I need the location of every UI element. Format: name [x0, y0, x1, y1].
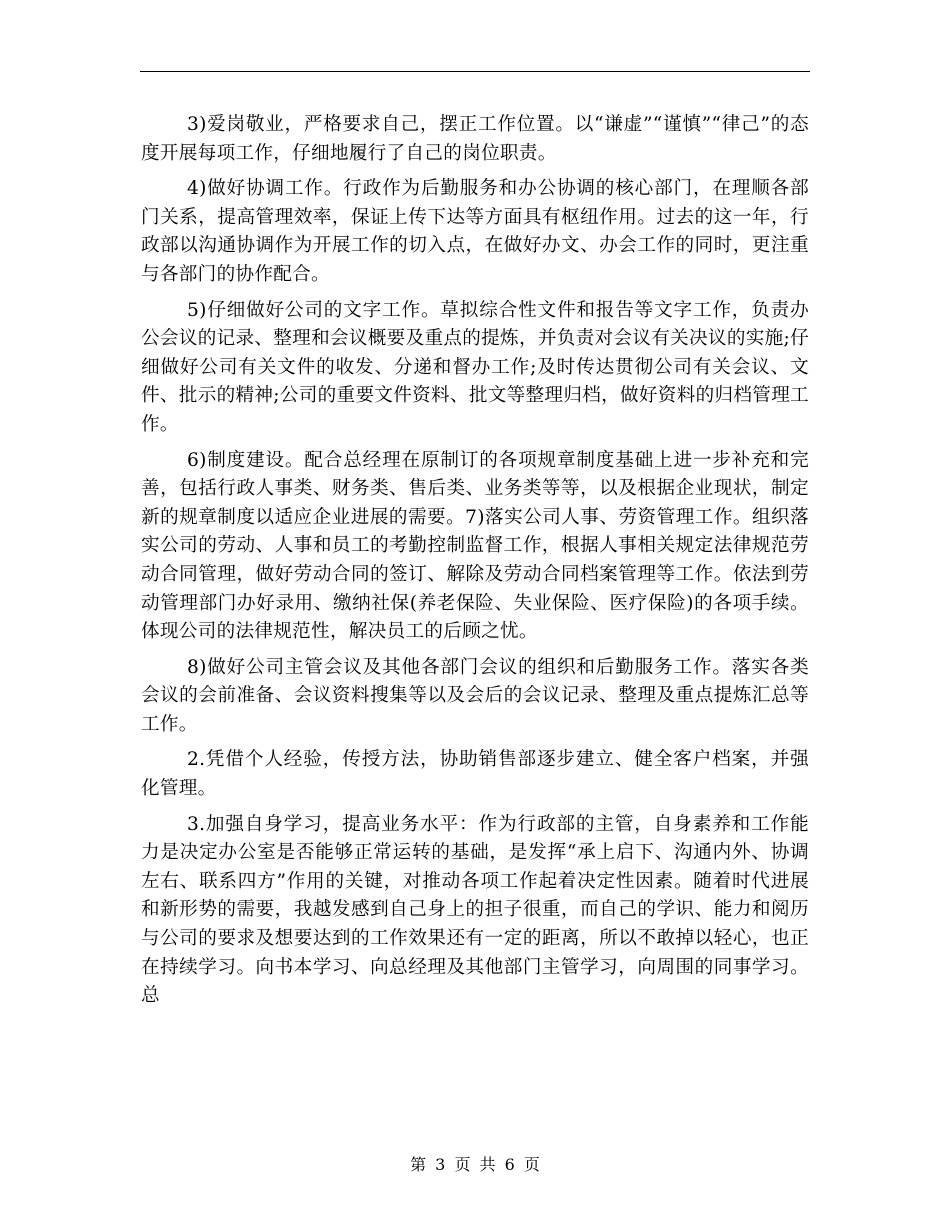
paragraph: 3.加强自身学习，提高业务水平：作为行政部的主管，自身素养和工作能力是决定办公室是否能够正常运转的基础，是发挥“承上启下、沟通内外、协调左右、联系四方”作用的关键，对推动各项工作起着决定性因素。随着时代进展和新形势的需要，我越发感到自己身上的担子很重，而自己的学识、能力和阅历与公司的要求及想要达到的工作效果还有一定的距离，所以不敢掉以轻心，也正在持续学习。向书本学习、向总经理及其他部门主管学习，向周围的同事学习。总 — [141, 813, 809, 1007]
paragraph: 3)爱岗敬业，严格要求自己，摆正工作位置。以“谦虚”“谨慎”“律己”的态度开展每项工作，仔细地履行了自己的岗位职责。 — [141, 114, 809, 164]
paragraph: 4)做好协调工作。行政作为后勤服务和办公协调的核心部门，在理顺各部门关系，提高管理效率，保证上传下达等方面具有枢纽作用。过去的这一年，行政部以沟通协调作为开展工作的切入点，在做好办文、办会工作的同时，更注重与各部门的协作配合。 — [141, 178, 809, 285]
paragraph: 2.凭借个人经验，传授方法，协助销售部逐步建立、健全客户档案，并强化管理。 — [141, 749, 809, 800]
header-rule — [140, 71, 810, 72]
paragraph: 8)做好公司主管会议及其他各部门会议的组织和后勤服务工作。落实各类会议的会前准备、会议资料搜集等以及会后的会议记录、整理及重点提炼汇总等工作。 — [141, 656, 809, 735]
paragraph: 5)仔细做好公司的文字工作。草拟综合性文件和报告等文字工作，负责办公会议的记录、整理和会议概要及重点的提炼，并负责对会议有关决议的实施;仔细做好公司有关文件的收发、分递和督办工作;及时传达贯彻公司有关会议、文件、批示的精神;公司的重要文件资料、批文等整理归档，做好资料的归档管理工作。 — [141, 299, 809, 435]
paragraph: 6)制度建设。配合总经理在原制订的各项规章制度基础上进一步补充和完善，包括行政人事类、财务类、售后类、业务类等等，以及根据企业现状，制定新的规章制度以适应企业进展的需要。7)落实公司人事、劳资管理工作。组织落实公司的劳动、人事和员工的考勤控制监督工作，根据人事相关规定法律规范劳动合同管理，做好劳动合同的签订、解除及劳动合同档案管理等工作。依法到劳动管理部门办好录用、缴纳社保(养老保险、失业保险、医疗保险)的各项手续。体现公司的法律规范性，解决员工的后顾之忧。 — [141, 449, 809, 643]
document-body — [141, 111, 809, 1011]
page-number-footer: 第 3 页 共 6 页 — [410, 1155, 540, 1174]
